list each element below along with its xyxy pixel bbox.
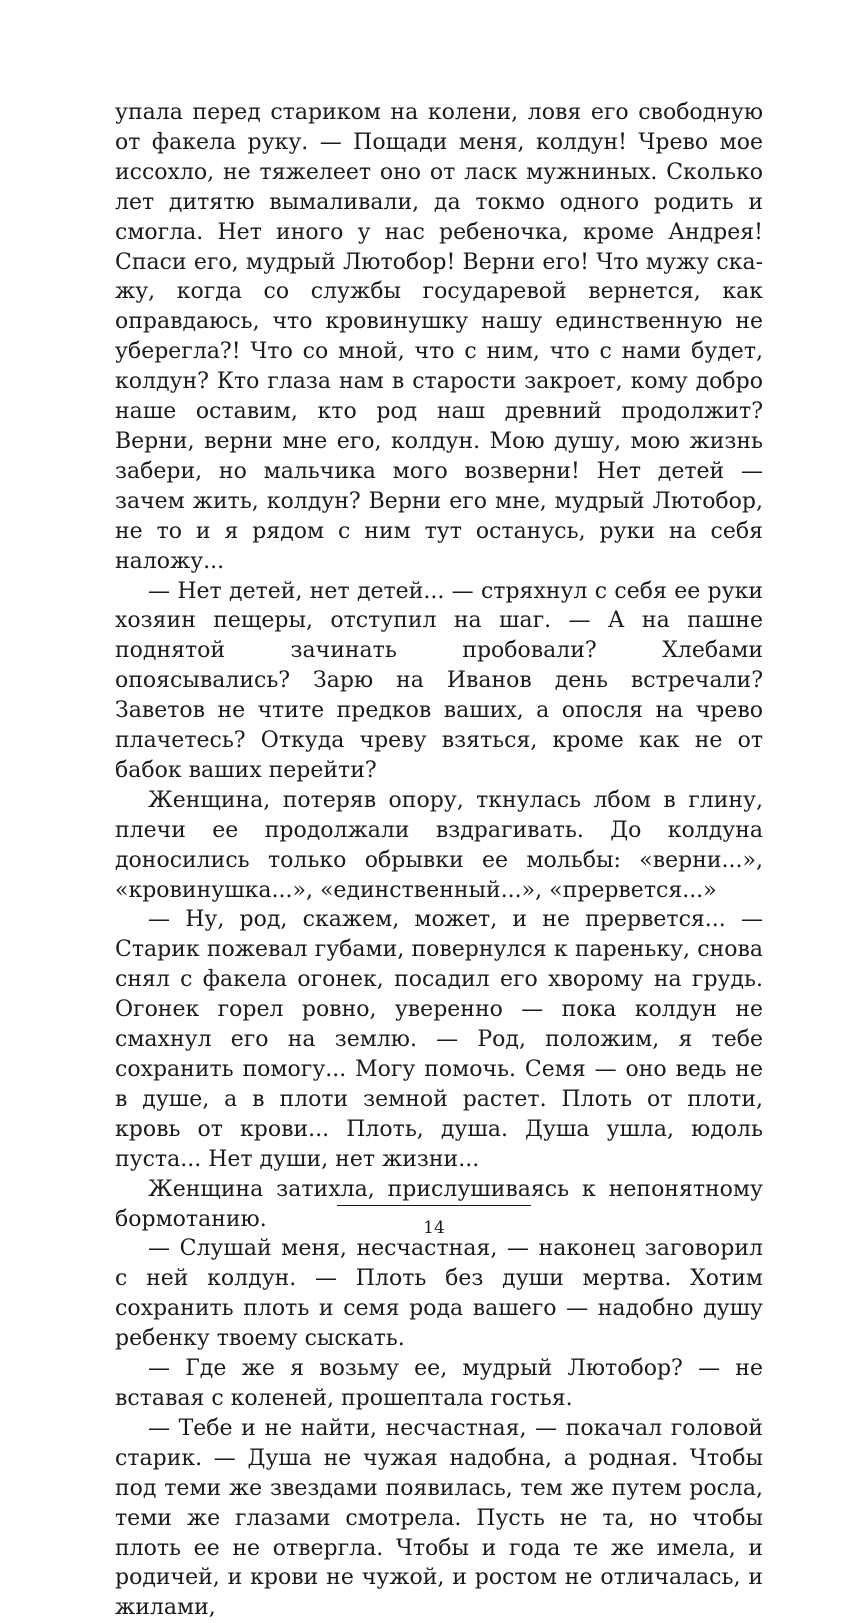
paragraph-2: — Нет детей, нет детей... — стряхнул с себя ее руки хозяин пещеры, отступил на шаг. — А на пашне поднятой зачинать пробовали? Хлебами опоясывались? Зарю на Иванов день встречали? Заветов не чтите предков ваших, а опосля на чрево плачетесь? Откуда чреву взяться, кроме как не от бабок ваших перейти? xyxy=(115,578,763,783)
page-number: 14 xyxy=(423,1218,445,1238)
paragraph-7: — Где же я возьму ее, мудрый Лютобор? — не вставая с коленей, прошептала гостья. xyxy=(115,1356,763,1411)
footer-rule xyxy=(337,1205,531,1206)
paragraph-5: Женщина затихла, прислушиваясь к непонятному бормотанию. xyxy=(115,1176,763,1232)
paragraph-1: упала перед стариком на колени, ловя его свободную от факела руку. — Пощади меня, колдун! Чрево мое иссохло, не тяжелеет оно от ласк мужниных. Сколько лет дитятю вымаливали, да токмо одного родить и смогла. Нет иного у нас ребеночка, кроме Андрея! Спаси его, мудрый Лютобор! Верни его! Что мужу скажу, когда со службы государевой вернется, как оправдаюсь, что кровинушку нашу единственную не уберегла?! Что со мной, что с ним, что с нами будет, колдун? Кто глаза нам в старости закроет, кому добро наше оставим, кто род наш древний продолжит? Верни, верни мне его, колдун. Мою душу, мою жизнь забери, но мальчика мого возверни! Нет детей — зачем жить, колдун? Верни его мне, мудрый Лютобор, не то и я рядом с ним тут останусь, руки на себя наложу... xyxy=(115,100,763,574)
paragraph-6: — Слушай меня, несчастная, — наконец заговорил с ней колдун. — Плоть без души мертва. Хотим сохранить плоть и семя рода вашего — надобно душу ребенку твоему сыскать. xyxy=(115,1236,763,1352)
paragraph-4: — Ну, род, скажем, может, и не прервется... — Старик пожевал губами, повернулся к пареньку, снова снял с факела огонек, посадил его хворому на грудь. Огонек горел ровно, уверенно — пока колдун не смахнул его на землю. — Род, положим, я тебе сохранить помогу... Могу помочь. Семя — оно ведь не в душе, а в плоти земной растет. Плоть от плоти, кровь от крови... Плоть, душа. Душа ушла, юдоль пуста... Нет души, нет жизни... xyxy=(115,907,763,1172)
paragraph-8: — Тебе и не найти, несчастная, — покачал головой старик. — Душа не чужая надобна, а родная. Чтобы под теми же звездами появилась, тем же путем росла, теми же глазами смотрела. Пусть не та, но чтобы плоть ее не отвергла. Чтобы и года те же имела, и родичей, и крови не чужой, и ростом не отличалась, и жилами, xyxy=(115,1415,763,1621)
paragraph-3: Женщина, потеряв опору, ткнулась лбом в глину, плечи ее продолжали вздрагивать. До колдуна доносились только обрывки ее мольбы: «верни...», «кровинушка...», «единственный...», «прервется...» xyxy=(115,787,763,903)
page-body-text xyxy=(115,98,763,1623)
